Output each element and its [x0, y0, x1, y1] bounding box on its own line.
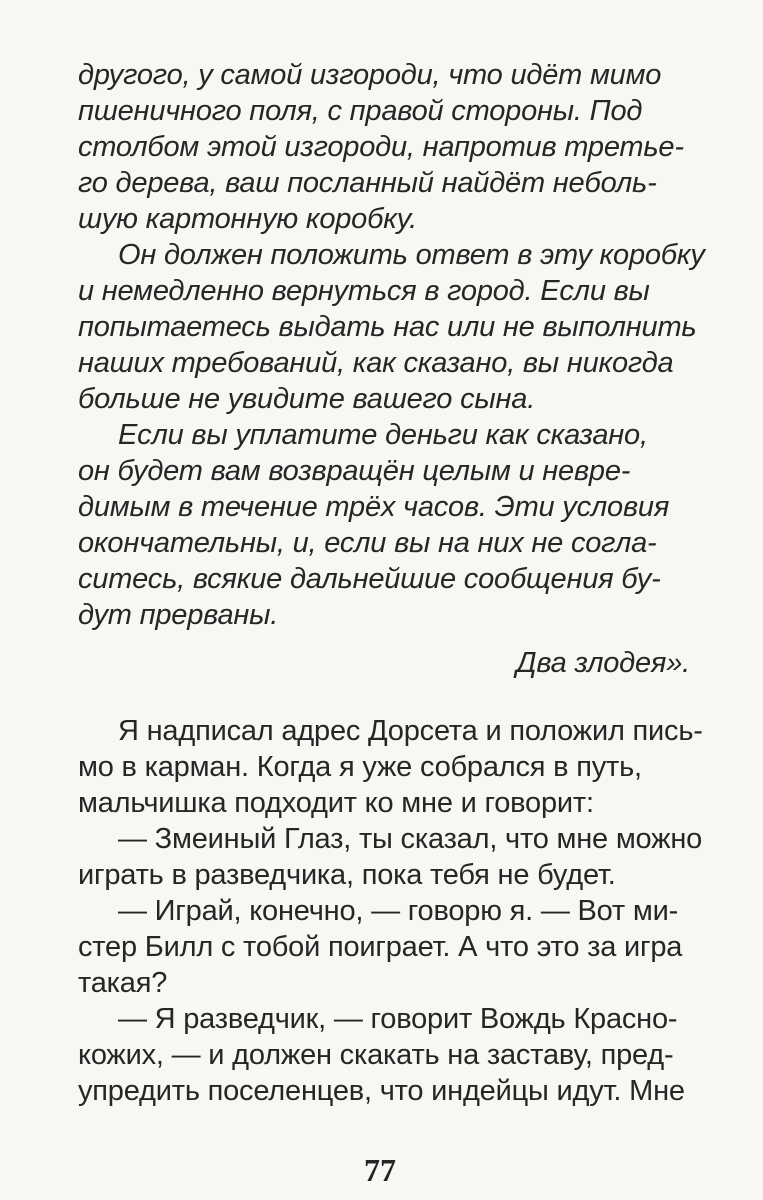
text-line: — Я разведчик, — говорит Вождь Красно-: [118, 1003, 678, 1035]
text-line: окончательны, и, если вы на них не согла-: [78, 527, 657, 559]
text-line: го дерева, ваш посланный найдёт неболь-: [78, 167, 657, 199]
text-line: играть в разведчика, пока тебя не будет.: [78, 859, 616, 891]
text-line: упредить поселенцев, что индейцы идут. Мне: [78, 1075, 685, 1107]
text-line: — Змеиный Глаз, ты сказал, что мне можно: [118, 823, 703, 855]
text-line: дут прерваны.: [78, 599, 279, 631]
text-line: наших требований, как сказано, вы никогда: [78, 347, 674, 379]
text-line: кожих, — и должен скакать на заставу, пред-: [78, 1039, 674, 1071]
text-line: ситесь, всякие дальнейшие сообщения бу-: [78, 563, 661, 595]
text-line: пшеничного поля, с правой стороны. Под: [78, 95, 643, 127]
text-line: Если вы уплатите деньги как сказано,: [118, 419, 648, 451]
letter-signature: Два злодея».: [516, 647, 690, 679]
text-line: столбом этой изгороди, напротив третье-: [78, 131, 684, 163]
text-line: Он должен положить ответ в эту коробку: [118, 239, 705, 271]
text-line: он будет вам возвращён целым и невре-: [78, 455, 631, 487]
text-line: Я надписал адрес Дорсета и положил пись-: [118, 715, 703, 747]
text-line: другого, у самой изгороди, что идёт мимо: [78, 59, 662, 91]
text-line: шую картонную коробку.: [78, 203, 417, 235]
text-line: мо в карман. Когда я уже собрался в путь,: [78, 751, 642, 783]
text-line: больше не увидите вашего сына.: [78, 383, 536, 415]
text-line: стер Билл с тобой поиграет. А что это за игра: [78, 931, 683, 963]
text-line: такая?: [78, 967, 168, 999]
text-line: мальчишка подходит ко мне и говорит:: [78, 787, 594, 819]
text-line: попытаетесь выдать нас или не выполнить: [78, 311, 697, 343]
page-number: 77: [364, 1152, 396, 1188]
text-line: димым в течение трёх часов. Эти условия: [78, 491, 670, 523]
text-line: — Играй, конечно, — говорю я. — Вот ми-: [118, 895, 679, 927]
text-line: и немедленно вернуться в город. Если вы: [78, 275, 650, 307]
